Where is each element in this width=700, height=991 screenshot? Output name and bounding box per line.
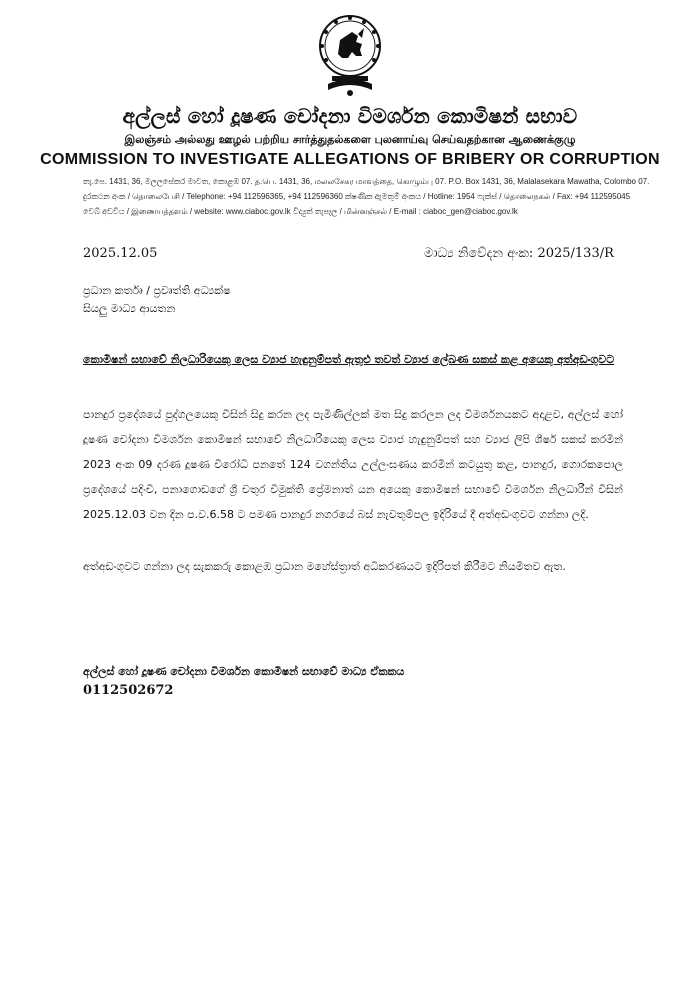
signature-unit: අල්ලස් හෝ දූෂණ චෝදනා විමර්ශන කොමිෂන් සභාවේ මාධ්‍ය ඒකකය — [83, 665, 405, 678]
signature-phone: 0112502672 — [83, 683, 174, 698]
contact-address: තැ.පෙ. 1431, 36, මලලසේකර මාවත, කොළඹ 07. த.பெ. 1431, 36, மலலசேகர மாவத்தை, கொழும்பு 07. P.O. Box 1431, 36, Malalasekara Mawatha, Colombo 07. — [83, 177, 650, 186]
addressee-line-2: සියලු මාධ්‍ය ආයතන — [83, 302, 176, 315]
national-emblem-icon — [318, 14, 382, 98]
contact-phone: දුරකථන අංක / தொலைபேசி / Telephone: +94 112596365, +94 112596360 ක්ෂණික ඇමතුම් අංකය / Hotline: 1954 ෆැක්ස් / தொலைநகல் / Fax: +94 112595045 — [83, 192, 631, 201]
contact-web-email: වෙබ් අඩවිය / இணையத்தளம் / website: www.ciaboc.gov.lk විද්‍යුත් තැපෑල / மின்னஞ்சல் / E-mail : ciaboc_gen@ciaboc.gov.lk — [83, 207, 518, 216]
title-english: COMMISSION TO INVESTIGATE ALLEGATIONS OF BRIBERY OR CORRUPTION — [40, 151, 660, 168]
body-paragraph-1: පානදුර ප්‍රදේශයේ පුද්ගලයෙකු විසින් සිදු කරන ලද පැමිණිල්ලක් මත සිදු කරලන ලද විමර්ශනයකට අදාළව, අල්ලස් හෝ දූෂණ චෝදනා විමර්ශන කොමිෂන් සභාවේ නිලධාරියෙකු ලෙස ව්‍යාජ හැඳුනුම්පත් සහ ව්‍යාජ ලිපි ශීර්ෂ සකස් කරමින් 2023 අංක 09 දරණ දූෂණ විරෝධී පනතේ 124 වගන්තිය උල්ලංඝණය කරමින් කටයුතු කළ, පානදුර, ගොරකපොල ප්‍රදේශයේ පදිංචි, පනාගොඩගේ ශ්‍රී චතුර විමුක්ති ප්‍රේමනාත් යන අයෙකු කොමිෂන් සභාවේ විමර්ශන නිලධාරීන් විසින් 2025.12.03 වන දින ප.ව.6.58 ට පමණ පානදුර නගරයේ බස් නැවතුම්පල ඉදිරියේ දී අත්අඩංගුවට ගන්නා ලදි. — [83, 408, 623, 521]
body-paragraph-2: අත්අඩංගුවට ගන්නා ලද සැකකරු කොළඹ ප්‍රධාන මහේස්ත්‍රාත් අධිකරණයට ඉදිරිපත් කිරීමට නියමිතව ඇත. — [83, 560, 566, 573]
title-tamil: இலஞ்சம் அல்லது ஊழல் பற்றிய சார்த்துதல்களை புலனாய்வு செய்வதற்கான ஆணைக்குழு — [124, 133, 576, 146]
title-sinhala: අල්ලස් හෝ දූෂණ චෝදනා විමර්ශන කොමිෂන් සභාව — [122, 104, 578, 128]
release-number: මාධ්‍ය නිවේදන අංක: 2025/133/R — [424, 246, 614, 261]
addressee-line-1: ප්‍රධාන කර්තෘ / ප්‍රවෘත්ති අධ්‍යක්ෂ — [83, 284, 231, 297]
release-heading: කොමිෂන් සභාවේ නිලධාරියෙකු ලෙස ව්‍යාජ හැඳුනුම්පත් ඇතුළු තවත් ව්‍යාජ ලේඛණ සකස් කළ අයෙකු අත්අඩංගුවට — [83, 353, 615, 366]
release-date: 2025.12.05 — [83, 246, 158, 261]
